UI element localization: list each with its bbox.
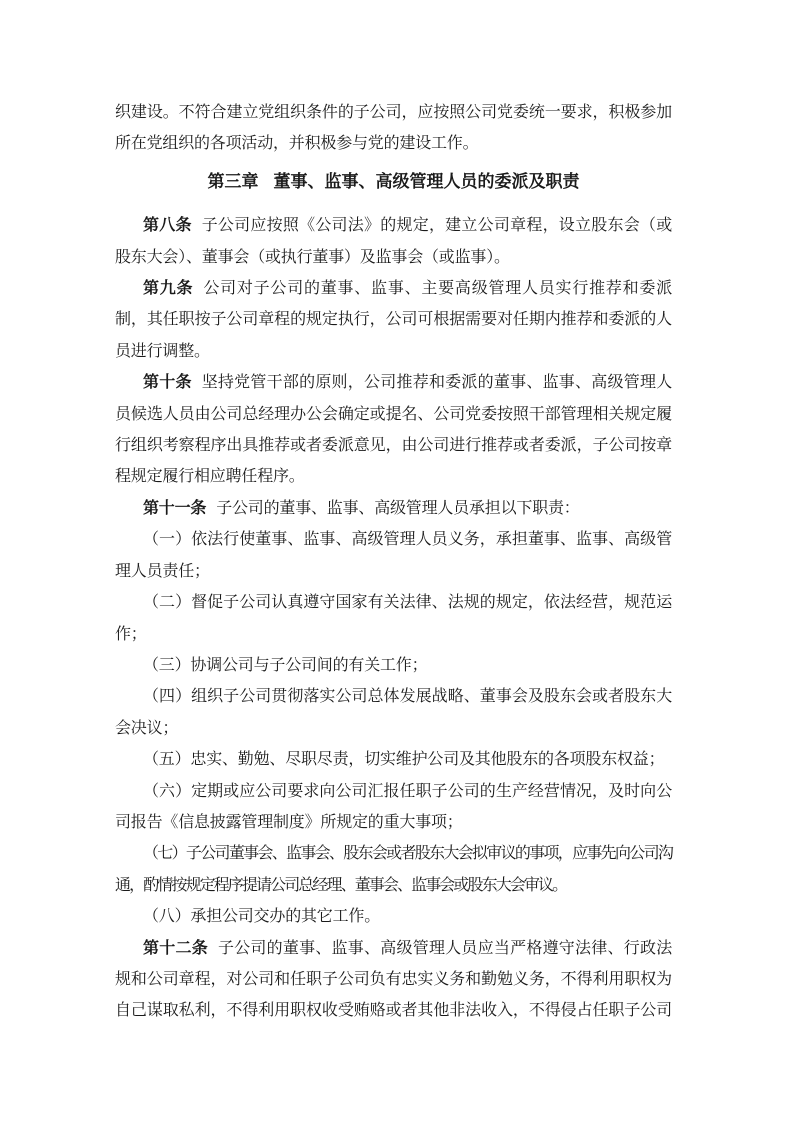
- duty-item-7: （七）子公司董事会、监事会、股东会或者股东大会拟审议的事项，应事先向公司沟通，酌情按规定程序提请公司总经理、董事会、监事会或股东大会审议。: [115, 845, 672, 894]
- article-10-paragraph: [115, 367, 672, 493]
- duty-item-3: （三）协调公司与子公司间的有关工作；: [143, 656, 428, 674]
- article-12-label: 第十二条: [143, 939, 208, 957]
- article-11-label: 第十一条: [143, 499, 207, 517]
- chapter-number: 第三章: [207, 171, 259, 191]
- duty-item-6: （六）定期或应公司要求向公司汇报任职子公司的生产经营情况，及时向公司报告《信息披露管理制度》所规定的重大事项；: [115, 782, 672, 831]
- page-text-block: [115, 97, 672, 1027]
- chapter-heading: [115, 166, 672, 197]
- article-8-text: 子公司应按照《公司法》的规定，建立公司章程，设立股东会（或股东大会）、董事会（或执行董事）及监事会（或监事）。: [115, 217, 672, 266]
- duty-item-8: （八）承担公司交办的其它工作。: [143, 908, 381, 926]
- article-8-label: 第八条: [143, 217, 192, 235]
- duty-item-5: （五）忠实、勤勉、尽职尽责，切实维护公司及其他股东的各项股东权益；: [143, 751, 665, 769]
- continuation-paragraph: 织建设。不符合建立党组织条件的子公司，应按照公司党委统一要求，积极参加所在党组织的各项活动，并积极参与党的建设工作。: [115, 104, 672, 153]
- duty-item-1: （一）依法行使董事、监事、高级管理人员义务，承担董事、监事、高级管理人员责任；: [115, 531, 672, 580]
- article-11-text: 子公司的董事、监事、高级管理人员承担以下职责：: [216, 499, 580, 517]
- article-9-text: 公司对子公司的董事、监事、主要高级管理人员实行推荐和委派制，其任职按子公司章程的规定执行，公司可根据需要对任期内推荐和委派的人员进行调整。: [115, 280, 672, 360]
- article-9-paragraph: [115, 273, 672, 367]
- duty-item-2: （二）督促子公司认真遵守国家有关法律、法规的规定，依法经营，规范运作；: [115, 594, 672, 643]
- article-12-text: 子公司的董事、监事、高级管理人员应当严格遵守法律、行政法规和公司章程，对公司和任职子公司负有忠实义务和勤勉义务，不得利用职权为自己谋取私利，不得利用职权收受贿赂或者其他非法收入，不得侵占任职子公司: [115, 939, 673, 1020]
- duty-item-4: （四）组织子公司贯彻落实公司总体发展战略、董事会及股东会或者股东大会决议；: [115, 688, 672, 737]
- chapter-title: 董事、监事、高级管理人员的委派及职责: [273, 171, 580, 191]
- article-11-paragraph: [115, 493, 672, 524]
- article-10-text: 坚持党管干部的原则，公司推荐和委派的董事、监事、高级管理人员候选人员由公司总经理办公会确定或提名、公司党委按照干部管理相关规定履行组织考察程序出具推荐或者委派意见，由公司进行推荐或者委派，子公司按章程规定履行相应聘任程序。: [115, 374, 672, 486]
- article-8-paragraph: [115, 210, 672, 273]
- article-10-label: 第十条: [143, 374, 192, 392]
- article-12-paragraph: [115, 933, 672, 1027]
- article-9-label: 第九条: [143, 280, 194, 298]
